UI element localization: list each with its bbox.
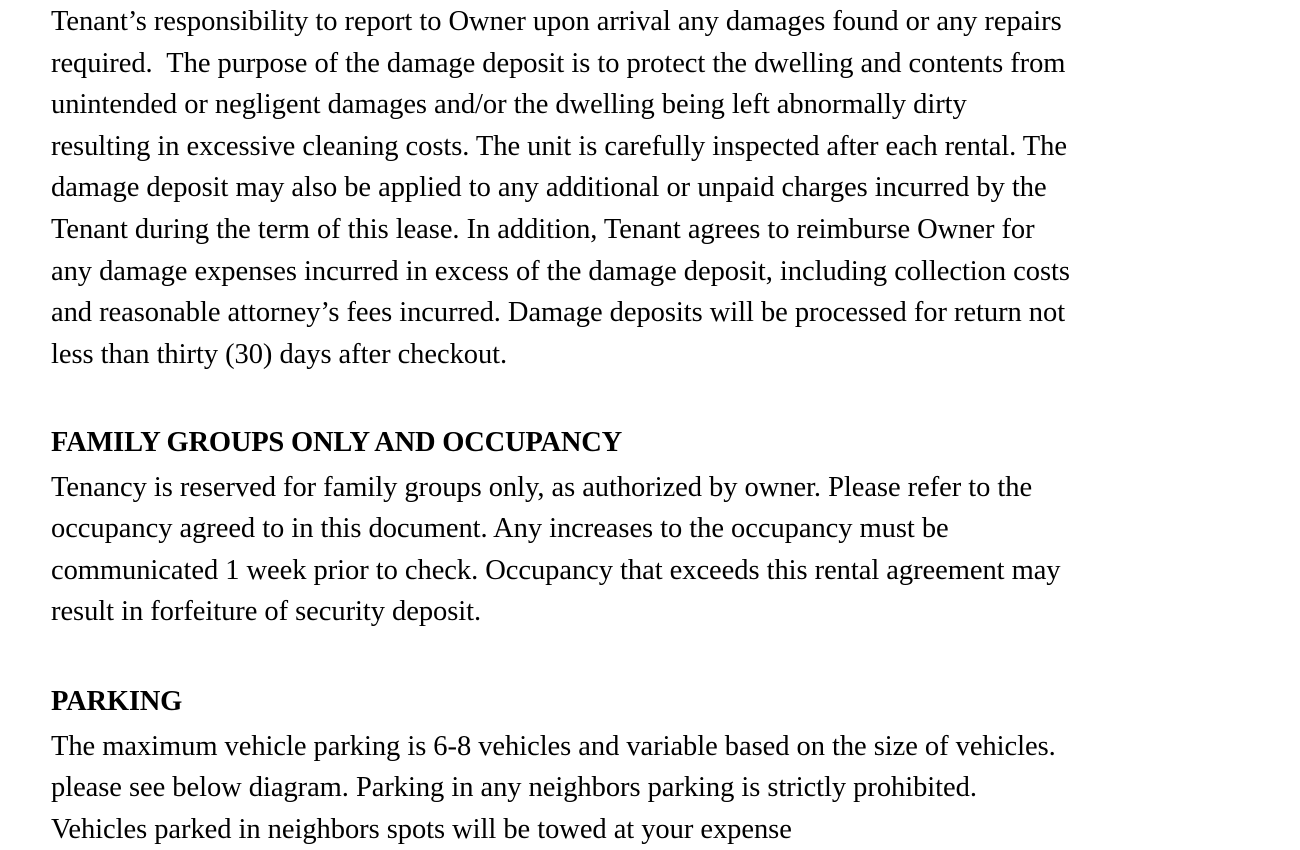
paragraph-line: Tenant during the term of this lease. In addition, Tenant agrees to reimburse Owner for [51, 213, 1035, 245]
damage-deposit-paragraph [51, 1, 1070, 375]
paragraph-line: any damage expenses incurred in excess of the damage deposit, including collection costs [51, 255, 1070, 287]
paragraph-line: damage deposit may also be applied to any additional or unpaid charges incurred by the [51, 172, 1047, 204]
paragraph-line: and reasonable attorney’s fees incurred. Damage deposits will be processed for return not [51, 297, 1066, 329]
paragraph-line: occupancy agreed to in this document. Any increases to the occupancy must be [51, 513, 949, 545]
family-occupancy-heading: FAMILY GROUPS ONLY AND OCCUPANCY [51, 427, 623, 458]
paragraph-line: Vehicles parked in neighbors spots will be towed at your expense [51, 813, 792, 845]
paragraph-line: please see below diagram. Parking in any neighbors parking is strictly prohibited. [51, 772, 977, 804]
paragraph-line: required. The purpose of the damage deposit is to protect the dwelling and contents from [51, 47, 1066, 79]
family-occupancy-section [51, 422, 1061, 633]
paragraph-line: unintended or negligent damages and/or the dwelling being left abnormally dirty [51, 89, 967, 121]
parking-heading: PARKING [51, 686, 183, 717]
paragraph-line: Tenancy is reserved for family groups only, as authorized by owner. Please refer to the [51, 471, 1033, 503]
paragraph-line: result in forfeiture of security deposit. [51, 596, 482, 628]
paragraph-line: Tenant’s responsibility to report to Owner upon arrival any damages found or any repairs [51, 6, 1062, 37]
paragraph-line: communicated 1 week prior to check. Occupancy that exceeds this rental agreement may [51, 554, 1061, 586]
paragraph-line: The maximum vehicle parking is 6-8 vehicles and variable based on the size of vehicles. [51, 730, 1056, 762]
parking-section [51, 681, 1056, 850]
parking-body [51, 726, 1056, 850]
paragraph-line: resulting in excessive cleaning costs. The unit is carefully inspected after each rental. The [51, 130, 1067, 162]
paragraph-line: less than thirty (30) days after checkout. [51, 338, 508, 370]
family-occupancy-body [51, 467, 1061, 633]
